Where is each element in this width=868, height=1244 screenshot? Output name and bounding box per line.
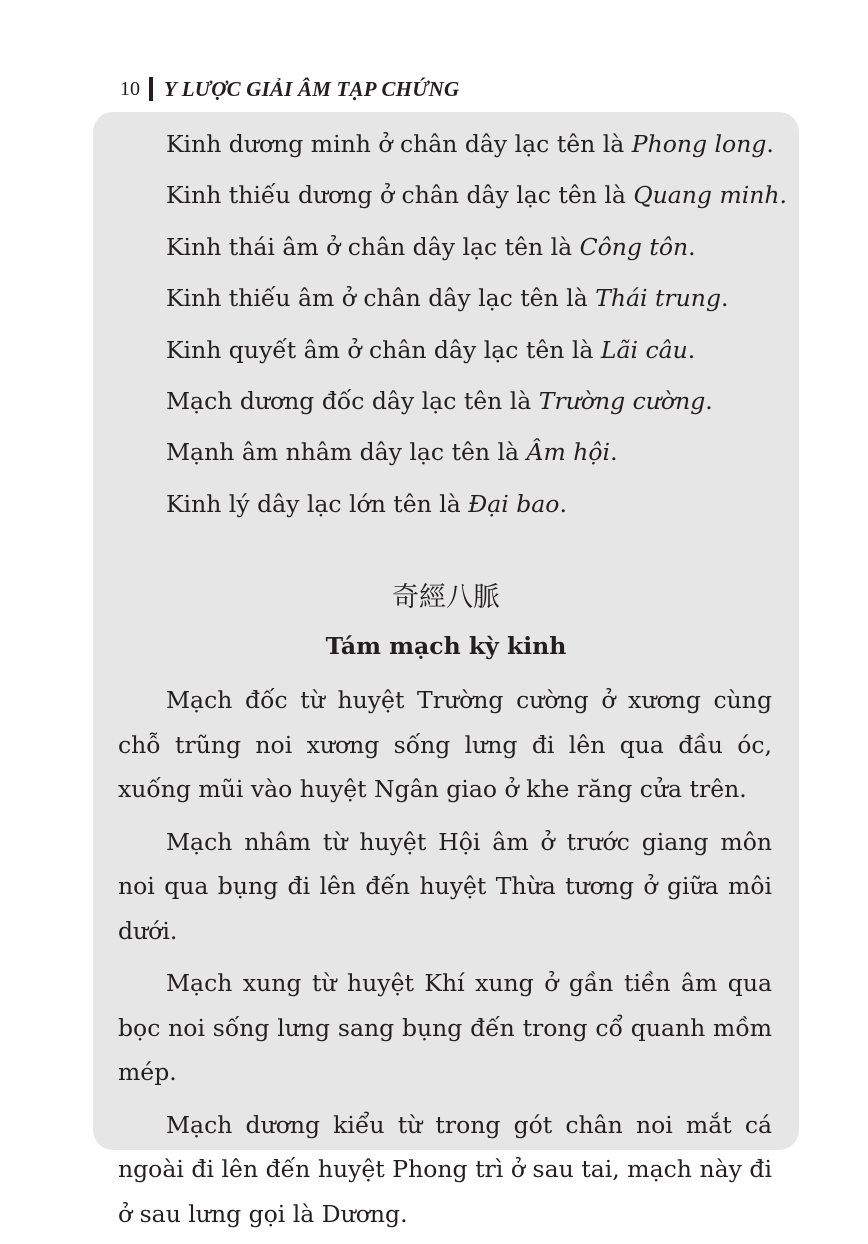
- running-header: [120, 72, 459, 106]
- vessel-name: Trường cường: [538, 386, 706, 415]
- vessel-name: Phong long: [631, 130, 767, 158]
- vessel-name: Đại bao: [468, 489, 560, 518]
- line-end: .: [559, 489, 567, 518]
- paragraph: Mạch nhâm từ huyệt Hội âm ở trước giang môn noi qua bụng đi lên đến huyệt Thừa tương ở giữa môi dưới.: [118, 827, 772, 945]
- section-title: Tám mạch kỳ kinh: [325, 632, 567, 660]
- paragraph: Mạch xung từ huyệt Khí xung ở gần tiền âm qua bọc noi sống lưng sang bụng đến trong cổ quanh mồm mép.: [118, 969, 772, 1086]
- running-title: Y LƯỢC GIẢI ÂM TẠP CHỨNG: [164, 76, 460, 101]
- line-end: .: [705, 386, 713, 415]
- line-text: Mạnh âm nhâm dây lạc tên là: [166, 438, 527, 467]
- vessel-name: Lãi câu: [600, 335, 688, 364]
- section-title-han: 奇經八脈: [392, 582, 500, 613]
- list-item: [166, 225, 796, 276]
- line-text: Kinh quyết âm ở chân dây lạc tên là: [166, 335, 601, 364]
- line-text: Kinh thiếu âm ở chân dây lạc tên là: [166, 284, 596, 313]
- vessel-name: Công tôn: [579, 232, 689, 261]
- vessel-name: Âm hội: [526, 438, 611, 467]
- list-item: [166, 276, 796, 327]
- list-item: [166, 482, 796, 533]
- body-text: [118, 678, 772, 1244]
- list-item: [166, 430, 796, 481]
- link-vessel-list: [166, 122, 796, 533]
- line-text: Kinh thái âm ở chân dây lạc tên là: [166, 232, 580, 261]
- line-text: Kinh thiếu dương ở chân dây lạc tên là: [166, 181, 634, 210]
- page-number: 10: [120, 77, 140, 100]
- content-box: [93, 112, 799, 1228]
- line-text: Kinh lý dây lạc lớn tên là: [166, 489, 469, 518]
- header-separator: [149, 77, 153, 101]
- line-text: Kinh dương minh ở chân dây lạc tên là: [166, 130, 632, 158]
- list-item: [166, 122, 796, 173]
- line-end: .: [610, 438, 618, 467]
- line-end: .: [766, 130, 774, 158]
- line-end: .: [720, 284, 729, 313]
- list-item: [166, 328, 796, 379]
- paragraph: Mạch dương kiểu từ trong gót chân noi mắt cá ngoài đi lên đến huyệt Phong trì ở sau tai, mạch này đi ở sau lưng gọi là Dương.: [118, 1110, 772, 1228]
- line-end: .: [687, 335, 696, 364]
- list-item: [166, 173, 796, 224]
- vessel-name: Quang minh.: [633, 181, 787, 210]
- list-item: [166, 379, 796, 430]
- line-text: Mạch dương đốc dây lạc tên là: [166, 386, 539, 415]
- paragraph: Mạch đốc từ huyệt Trường cường ở xương cùng chỗ trũng noi xương sống lưng đi lên qua đầu óc, xuống mũi vào huyệt Ngân giao ở khe răng cửa trên.: [118, 686, 772, 803]
- line-end: .: [688, 232, 696, 261]
- vessel-name: Thái trung: [595, 284, 721, 313]
